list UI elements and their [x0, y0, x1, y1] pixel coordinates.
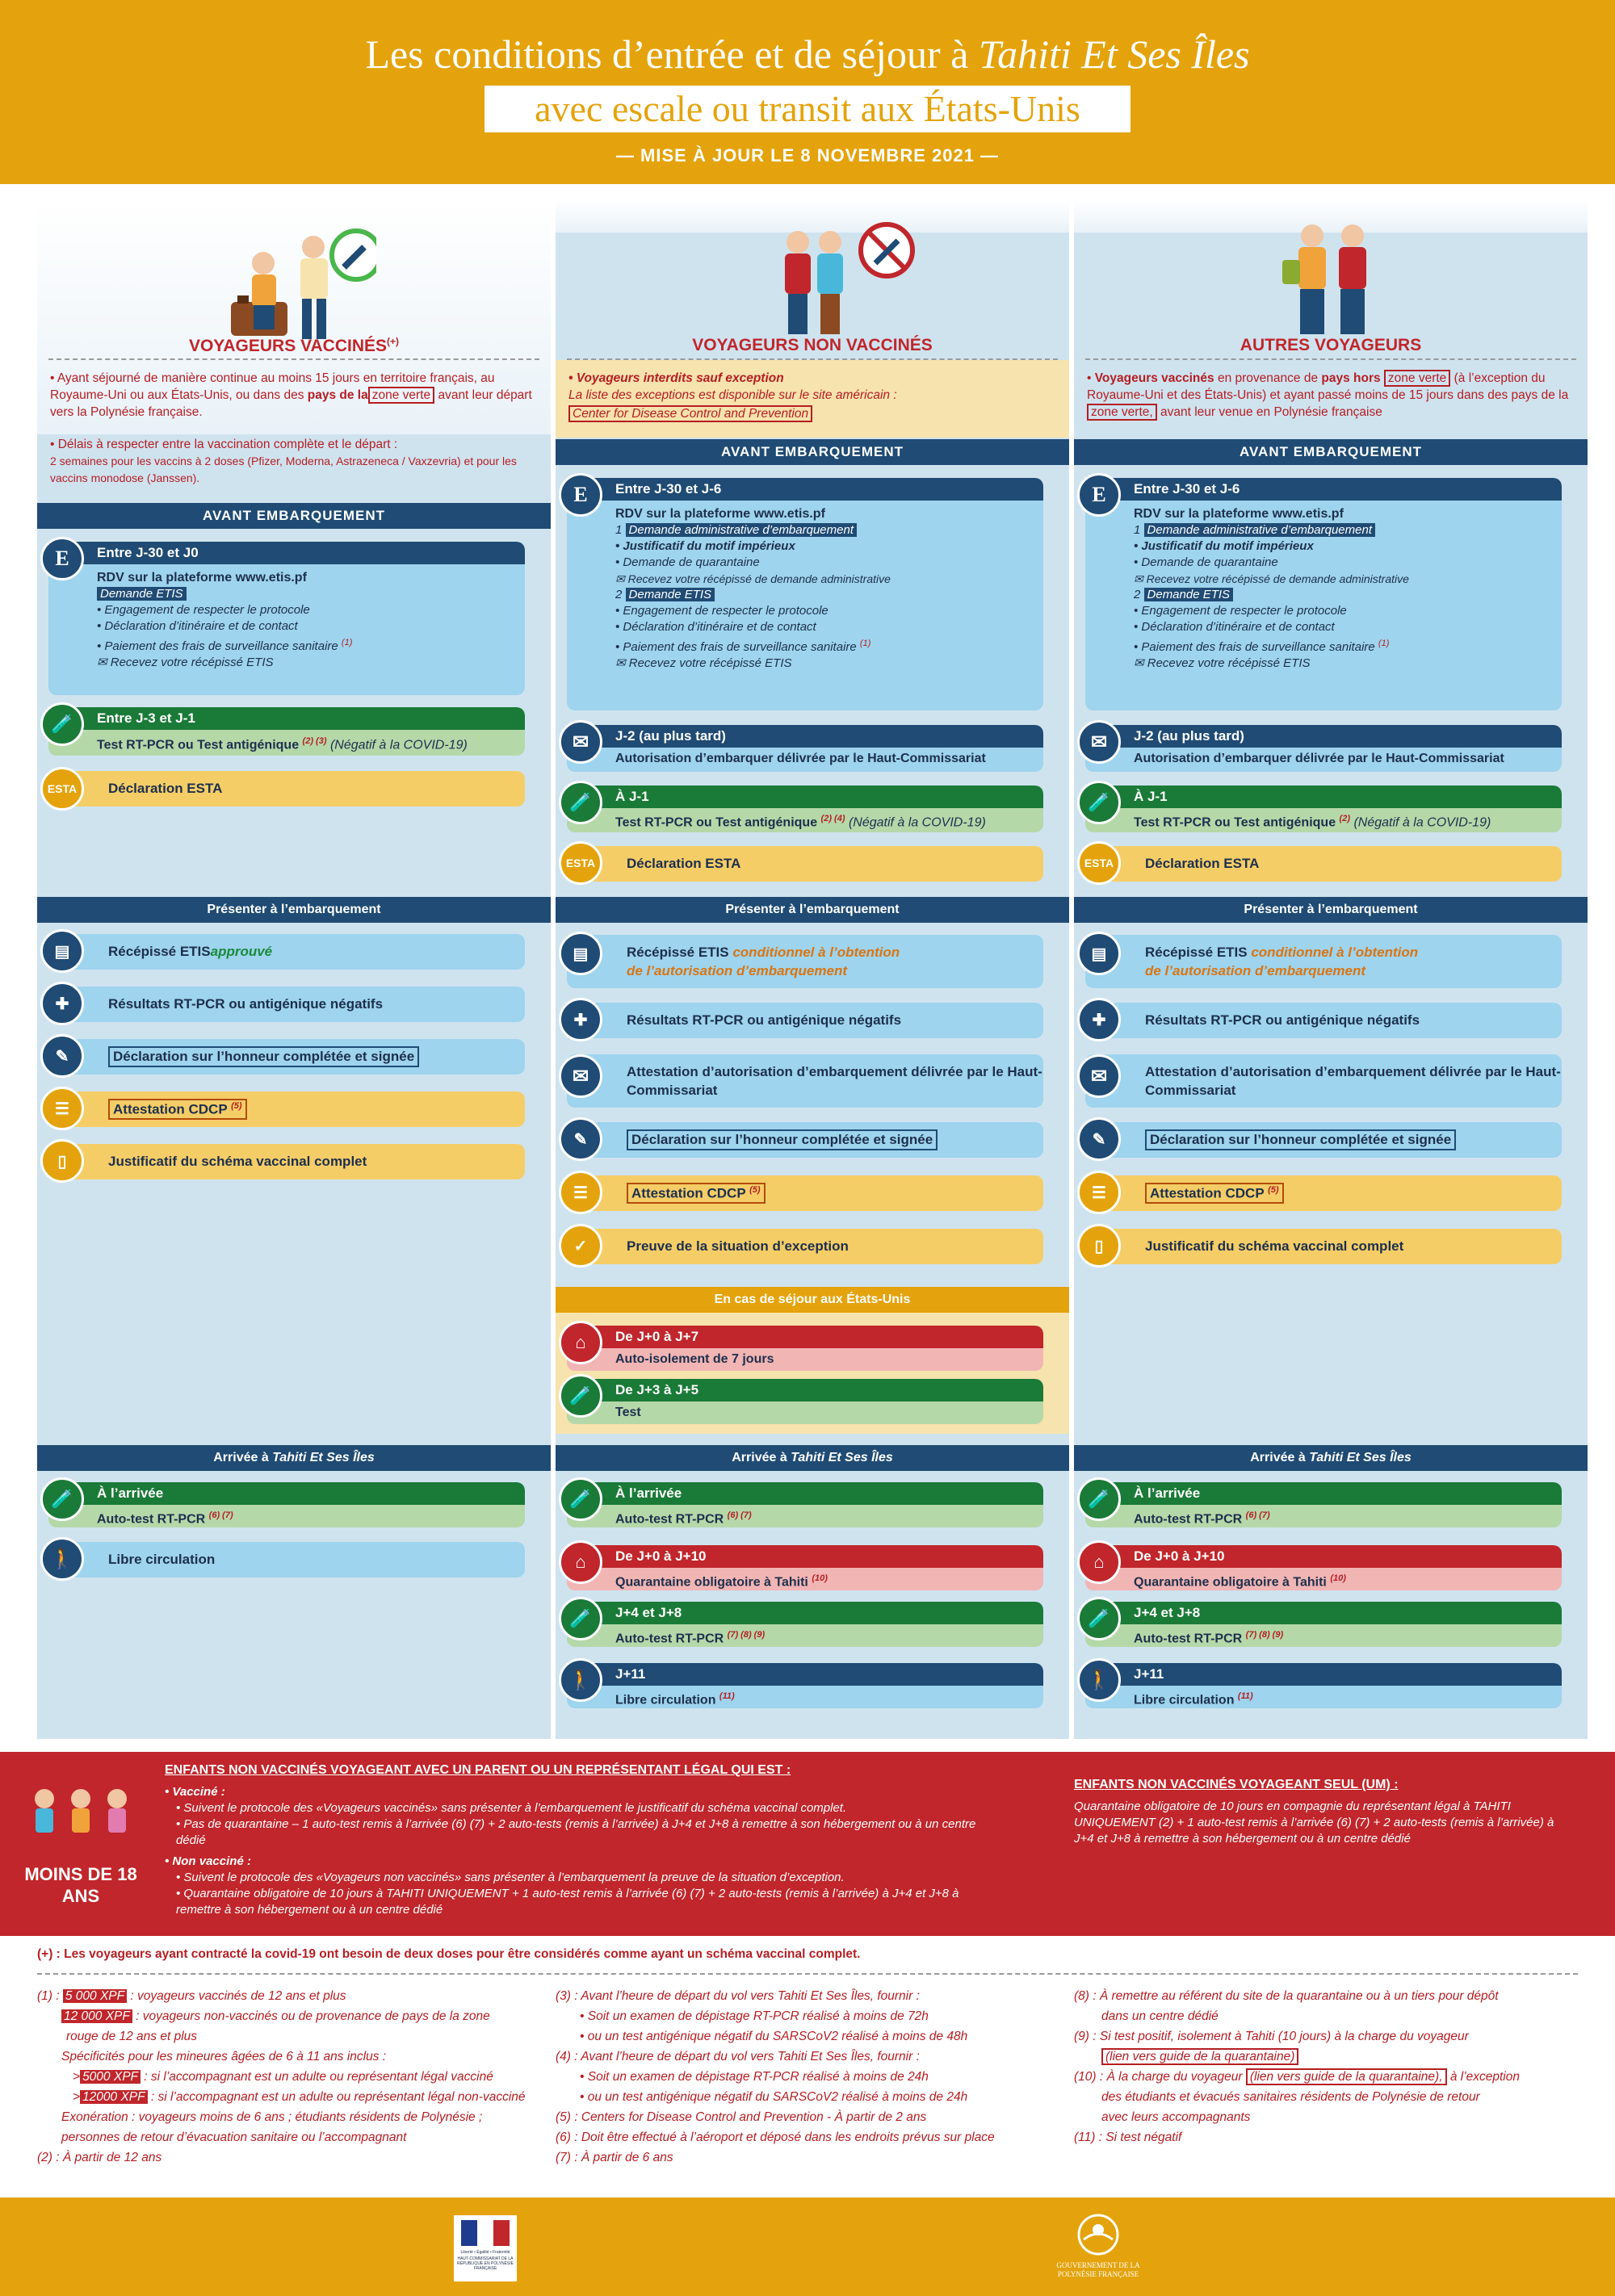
present-authorization: Attestation d’autorisation d’embarquement délivrée par le Haut-Commissariat — [567, 1054, 1043, 1108]
certificate-icon: ☰ — [40, 1087, 84, 1130]
us-isolation-card: De J+0 à J+7 Auto-isolement de 7 jours — [567, 1326, 1043, 1371]
walking-person-icon: 🚶 — [40, 1537, 84, 1581]
children-section — [0, 1752, 1615, 1936]
test-tube-icon: 🧪 — [559, 1374, 602, 1418]
test-tube-icon: 🧪 — [40, 702, 84, 746]
esta-item: Déclaration ESTA — [1085, 846, 1562, 882]
divider — [1085, 358, 1576, 360]
test-tube-icon: 🧪 — [40, 1477, 84, 1521]
notes-column-2: (3) : Avant l’heure de départ du vol vers Tahiti Et Ses Îles, fournir : • Soit un examen de dépistage RT-PCR réalisé à moins de 72h • ou un test antigénique négatif du SARSCoV2 réalisé à moins de 48h (4) : Avant l’heure de départ du vol vers Tahiti Et Ses Îles, fournir : • Soit un examen de dépistage RT-PCR réalisé à moins de 24h • ou un test antigénique négatif du SARSCoV2 réalisé à moins de 24h (5) : Centers for Disease Control and Prevention - À partir de 2 ans (6) : Doit être effectué à l’aéroport et déposé dans les endroits prévus sur place (7) : À partir de 6 ans — [556, 1989, 995, 2164]
section-present-boarding: Présenter à l’embarquement — [556, 897, 1069, 923]
signature-icon: ✎ — [559, 1117, 602, 1161]
page-subtitle: avec escale ou transit aux États-Unis — [484, 86, 1130, 132]
authorization-card: J-2 (au plus tard) Autorisation d’embarquer délivrée par le Haut-Commissariat — [567, 725, 1043, 772]
section-arrival: Arrivée à Tahiti Et Ses Îles — [1074, 1445, 1588, 1471]
free-movement-card: J+11 Libre circulation $^{(11)}$ — [1085, 1663, 1562, 1708]
column-title: AUTRES VOYAGEURS — [1240, 336, 1422, 354]
present-cdcp: Attestation CDCP $^{(5)}$ — [48, 1091, 525, 1127]
clipboard-icon: ✚ — [1077, 998, 1121, 1041]
quarantine-icon: ⌂ — [559, 1540, 602, 1584]
test-tube-icon: 🧪 — [1077, 1477, 1121, 1521]
etis-icon: E — [40, 537, 84, 580]
divider — [48, 358, 539, 360]
etis-card: Entre J-30 et J0 RDV sur la plateforme www.etis.pf Demande ETIS • Engagement de respecter le protocole • Déclaration d’itinéraire et de contact • Paiement des frais de surveillance sanitaire $^{(1)}$ ✉ Recevez votre récépissé ETIS — [48, 542, 525, 695]
eligibility-text: • Voyageurs vaccinés en provenance de pays hors zone verte (à l’exception du Royaume-Uni et des États-Unis) et ayant passé moins de 15 jours dans des pays de la zone verte, avant leur venue en Polynésie française — [1087, 371, 1569, 419]
haut-commissariat-logo: Liberté • Égalité • Fraternité HAUT-COMMISSARIAT DE LA RÉPUBLIQUE EN POLYNÉSIE FRANÇAISE — [454, 2215, 517, 2281]
test-card: Entre J-3 et J-1 Test RT-PCR ou Test antigénique $^{(2) (3)}$ (Négatif à la COVID-19) — [48, 707, 525, 756]
unaccompanied-minor-rules: ENFANTS NON VACCINÉS VOYAGEANT SEUL (UM) : Quarantaine obligatoire de 10 jours en compagnie du représentant légal à TAHITI UNIQUEMENT (2) + 1 auto-test remis à l’arrivée (6) (7) + 2 auto-tests (remis à l’arrivée) à J+4 et J+8 à remettre à son hébergement ou à un centre dédié — [1074, 1778, 1554, 1846]
section-before-boarding: AVANT EMBARQUEMENT — [1074, 439, 1588, 465]
test-tube-icon: 🧪 — [1077, 781, 1121, 824]
present-cdcp: Attestation CDCP $^{(5)}$ — [567, 1175, 1043, 1211]
section-present-boarding: Présenter à l’embarquement — [1074, 897, 1588, 923]
column-vaccinated — [37, 200, 551, 1739]
present-etis-receipt: Récépissé ETIS approuvé — [48, 934, 525, 970]
polynesia-emblem-icon — [1076, 2212, 1121, 2257]
esta-item: Déclaration ESTA — [567, 846, 1043, 882]
present-etis-receipt: Récépissé ETIS conditionnel à l’obtention de l’autorisation d’embarquement — [567, 935, 1043, 988]
present-cdcp: Attestation CDCP $^{(5)}$ — [1085, 1175, 1562, 1211]
envelope-icon: ✉ — [559, 720, 602, 764]
test-card: À J-1 Test RT-PCR ou Test antigénique $^{(2) (4)}$ (Négatif à la COVID-19) — [567, 786, 1043, 832]
age-label: MOINS DE 18 ANS — [24, 1864, 137, 1906]
notes-divider — [37, 1973, 1578, 1975]
unvaccinated-travelers-illustration — [766, 210, 927, 339]
esta-icon: ESTA — [559, 841, 602, 885]
present-test-results: Résultats RT-PCR ou antigénique négatifs — [48, 987, 525, 1022]
vaccination-delay-text: • Délais à respecter entre la vaccination complète et le départ : 2 semaines pour les vaccins à 2 doses (Pfizer, Moderna, Astrazeneca / Vaxzevria) et pour les vaccins monodose (Janssen). — [50, 438, 517, 484]
vaccinated-travelers-illustration — [223, 215, 376, 344]
accompanied-children-rules: ENFANTS NON VACCINÉS VOYAGEANT AVEC UN PARENT OU UN REPRÉSENTANT LÉGAL QUI EST : • Vacciné : • Suivent le protocole des «Voyageurs vaccinés» sans présenter à l’embarquement le justificatif du schéma vaccinal complet. • Pas de quarantaine – 1 auto-test remis à l’arrivée (6) (7) + 2 auto-tests (remis à l’arrivée) à J+4 et J+8 à remettre à son hébergement ou à un centre dédié • Non vacciné : • Suivent le protocole des «Voyageurs non vaccinés» sans présenter à l’embarquement la preuve de la situation d’exception. • Quarantaine obligatoire de 10 jours à TAHITI UNIQUEMENT + 1 auto-test remis à l’arrivée (6) (7) + 2 auto-tests (remis à l’arrivée) à J+4 et J+8 à remettre à son hébergement ou à un centre dédié — [165, 1763, 976, 1917]
free-movement-card: J+11 Libre circulation $^{(11)}$ — [567, 1663, 1043, 1708]
home-isolation-icon: ⌂ — [559, 1321, 602, 1364]
quarantine-guide-link[interactable]: (lien vers guide de la quarantaine) — [1101, 2048, 1298, 2065]
envelope-icon: ✉ — [1134, 656, 1144, 670]
etis-icon: E — [559, 473, 602, 517]
us-test-card: De J+3 à J+5 Test — [567, 1379, 1043, 1424]
marianne-logo-icon — [461, 2220, 510, 2246]
esta-icon: ESTA — [1077, 841, 1121, 885]
arrival-test-card: À l’arrivée Auto-test RT-PCR $^{(6) (7)}$ — [567, 1482, 1043, 1527]
followup-test-card: J+4 et J+8 Auto-test RT-PCR $^{(7) (8) (9)}$ — [1085, 1602, 1562, 1647]
page-title: Les conditions d’entrée et de séjour à Tahiti Et Ses Îles — [365, 31, 1250, 77]
esta-icon: ESTA — [40, 767, 84, 811]
header-banner — [0, 0, 1615, 184]
present-vaccine-proof: Justificatif du schéma vaccinal complet — [48, 1144, 525, 1179]
vaccination-note: (+) : Les voyageurs ayant contracté la covid-19 ont besoin de deux doses pour être considérés comme ayant un schéma vaccinal complet. — [37, 1947, 861, 1961]
children-illustration — [24, 1784, 137, 1849]
envelope-icon: ✉ — [97, 656, 107, 669]
arrival-test-card: À l’arrivée Auto-test RT-PCR $^{(6) (7)}$ — [1085, 1482, 1562, 1527]
etis-icon: E — [1077, 473, 1121, 517]
present-honor-declaration: Déclaration sur l’honneur complétée et signée — [48, 1039, 525, 1075]
cdc-link[interactable]: Center for Disease Control and Prevention — [568, 405, 812, 422]
present-honor-declaration: Déclaration sur l’honneur complétée et signée — [567, 1122, 1043, 1158]
envelope-icon: ✉ — [615, 656, 626, 670]
envelope-icon: ✉ — [1077, 1054, 1121, 1098]
present-test-results: Résultats RT-PCR ou antigénique négatifs — [1085, 1003, 1562, 1038]
phone-certificate-icon: ▯ — [40, 1139, 84, 1183]
test-tube-icon: 🧪 — [1077, 1597, 1121, 1640]
phone-certificate-icon: ▯ — [1077, 1224, 1121, 1267]
section-present-boarding: Présenter à l’embarquement — [37, 897, 551, 923]
section-before-boarding: AVANT EMBARQUEMENT — [37, 503, 551, 529]
walking-person-icon: 🚶 — [559, 1658, 602, 1702]
other-travelers-illustration — [1276, 212, 1389, 341]
section-arrival: Arrivée à Tahiti Et Ses Îles — [556, 1445, 1069, 1471]
present-etis-receipt: Récépissé ETIS conditionnel à l’obtention de l’autorisation d’embarquement — [1085, 935, 1562, 988]
arrival-test-card: À l’arrivée Auto-test RT-PCR $^{(6) (7)}$ — [48, 1482, 525, 1527]
test-tube-icon: 🧪 — [559, 1477, 602, 1521]
present-test-results: Résultats RT-PCR ou antigénique négatifs — [567, 1003, 1043, 1038]
notes-column-1: (1) : 5 000 XPF : voyageurs vaccinés de 12 ans et plus 12 000 XPF : voyageurs non-vaccinés ou de provenance de pays de la zone rouge de 12 ans et plus Spécificités pour les mineures âgées de 6 à 11 ans inclus : > 5000 XPF : si l’accompagnant est un adulte ou représentant légal vacciné > 12000 XPF : si l’accompagnant est un adulte ou représentant légal non-vacciné Exonération : voyageurs moins de 6 ans ; étudiants résidents de Polynésie ; personnes de retour d’évacuation sanitaire ou l’accompagnant (2) : À partir de 12 ans — [37, 1989, 526, 2164]
envelope-icon: ✉ — [559, 1054, 602, 1098]
section-arrival: Arrivée à Tahiti Et Ses Îles — [37, 1445, 551, 1471]
etis-card: Entre J-30 et J-6 RDV sur la plateforme www.etis.pf 1 Demande administrative d’embarquement • Justificatif du motif impérieux • Demande de quarantaine ✉ Recevez votre récépissé de demande administrative 2 Demande ETIS • Engagement de respecter le protocole • Déclaration d’itinéraire et de contact • Paiement des frais de surveillance sanitaire $^{(1)}$ ✉ Recevez votre récépissé ETIS — [1085, 478, 1562, 710]
free-movement: Libre circulation — [48, 1542, 525, 1577]
walking-person-icon: 🚶 — [1077, 1658, 1121, 1702]
envelope-icon: ✉ — [1134, 572, 1143, 585]
test-tube-icon: 🧪 — [559, 1597, 602, 1640]
receipt-icon: ▤ — [559, 932, 602, 975]
clipboard-icon: ✚ — [40, 982, 84, 1025]
receipt-icon: ▤ — [1077, 932, 1121, 975]
test-card: À J-1 Test RT-PCR ou Test antigénique $^{(2)}$ (Négatif à la COVID-19) — [1085, 786, 1562, 832]
column-unvaccinated — [556, 200, 1069, 1739]
present-authorization: Attestation d’autorisation d’embarquement délivrée par le Haut-Commissariat — [1085, 1054, 1562, 1108]
present-honor-declaration: Déclaration sur l’honneur complétée et signée — [1085, 1122, 1562, 1158]
section-us-stay: En cas de séjour aux États-Unis — [556, 1287, 1069, 1313]
signature-icon: ✎ — [1077, 1117, 1121, 1161]
exception-proof-icon: ✓ — [559, 1224, 602, 1267]
quarantine-card: De J+0 à J+10 Quarantaine obligatoire à Tahiti $^{(10)}$ — [1085, 1545, 1562, 1590]
quarantine-guide-link[interactable]: (lien vers guide de la quarantaine), — [1246, 2068, 1447, 2085]
column-other-travelers — [1074, 200, 1588, 1739]
polynesia-government-logo: GOUVERNEMENT DE LA POLYNÉSIE FRANÇAISE — [1050, 2212, 1147, 2279]
authorization-card: J-2 (au plus tard) Autorisation d’embarquer délivrée par le Haut-Commissariat — [1085, 725, 1562, 772]
followup-test-card: J+4 et J+8 Auto-test RT-PCR $^{(7) (8) (9)}$ — [567, 1602, 1043, 1647]
etis-card: Entre J-30 et J-6 RDV sur la plateforme www.etis.pf 1 Demande administrative d’embarquement • Justificatif du motif impérieux • Demande de quarantaine ✉ Recevez votre récépissé de demande administrative 2 Demande ETIS • Engagement de respecter le protocole • Déclaration d’itinéraire et de contact • Paiement des frais de surveillance sanitaire $^{(1)}$ ✉ Recevez votre récépissé ETIS — [567, 478, 1043, 710]
eligibility-text: • Ayant séjourné de manière continue au moins 15 jours en territoire français, au Royaume-Uni ou aux États-Unis, ou dans des pays de la zone verte avant leur départ vers la Polynésie française. — [50, 371, 532, 419]
clipboard-icon: ✚ — [559, 998, 602, 1041]
signature-icon: ✎ — [40, 1034, 84, 1078]
quarantine-icon: ⌂ — [1077, 1540, 1121, 1584]
column-title: VOYAGEURS NON VACCINÉS — [692, 336, 933, 354]
section-before-boarding: AVANT EMBARQUEMENT — [556, 439, 1069, 465]
present-vaccine-proof: Justificatif du schéma vaccinal complet — [1085, 1229, 1562, 1264]
envelope-icon: ✉ — [615, 572, 625, 585]
column-title: VOYAGEURS VACCINÉS(+) — [188, 336, 400, 355]
quarantine-card: De J+0 à J+10 Quarantaine obligatoire à Tahiti $^{(10)}$ — [567, 1545, 1043, 1590]
esta-item: Déclaration ESTA — [48, 771, 525, 807]
certificate-icon: ☰ — [559, 1171, 602, 1214]
update-date: — MISE À JOUR LE 8 NOVEMBRE 2021 — — [615, 145, 1000, 165]
exception-text: • Voyageurs interdits sauf exception La liste des exceptions est disponible sur le site américain : Center for Disease Control and Prevention — [568, 371, 897, 421]
footer — [0, 2198, 1615, 2296]
notes-column-3: (8) : À remettre au référent du site de la quarantaine ou à un tiers pour dépôt dans un centre dédié (9) : Si test positif, isolement à Tahiti (10 jours) à la charge du voyageur (lien vers guide de la quarantaine) (10) : À la charge du voyageur (lien vers guide de la quarantaine), à l’exception des étudiants et évacués sanitaires résidents de Polynésie de retour avec leurs accompagnants (11) : Si test négatif — [1074, 1989, 1520, 2144]
envelope-icon: ✉ — [1077, 720, 1121, 764]
test-tube-icon: 🧪 — [559, 781, 602, 824]
receipt-icon: ▤ — [40, 929, 84, 973]
present-exception-proof: Preuve de la situation d’exception — [567, 1229, 1043, 1264]
certificate-icon: ☰ — [1077, 1171, 1121, 1214]
